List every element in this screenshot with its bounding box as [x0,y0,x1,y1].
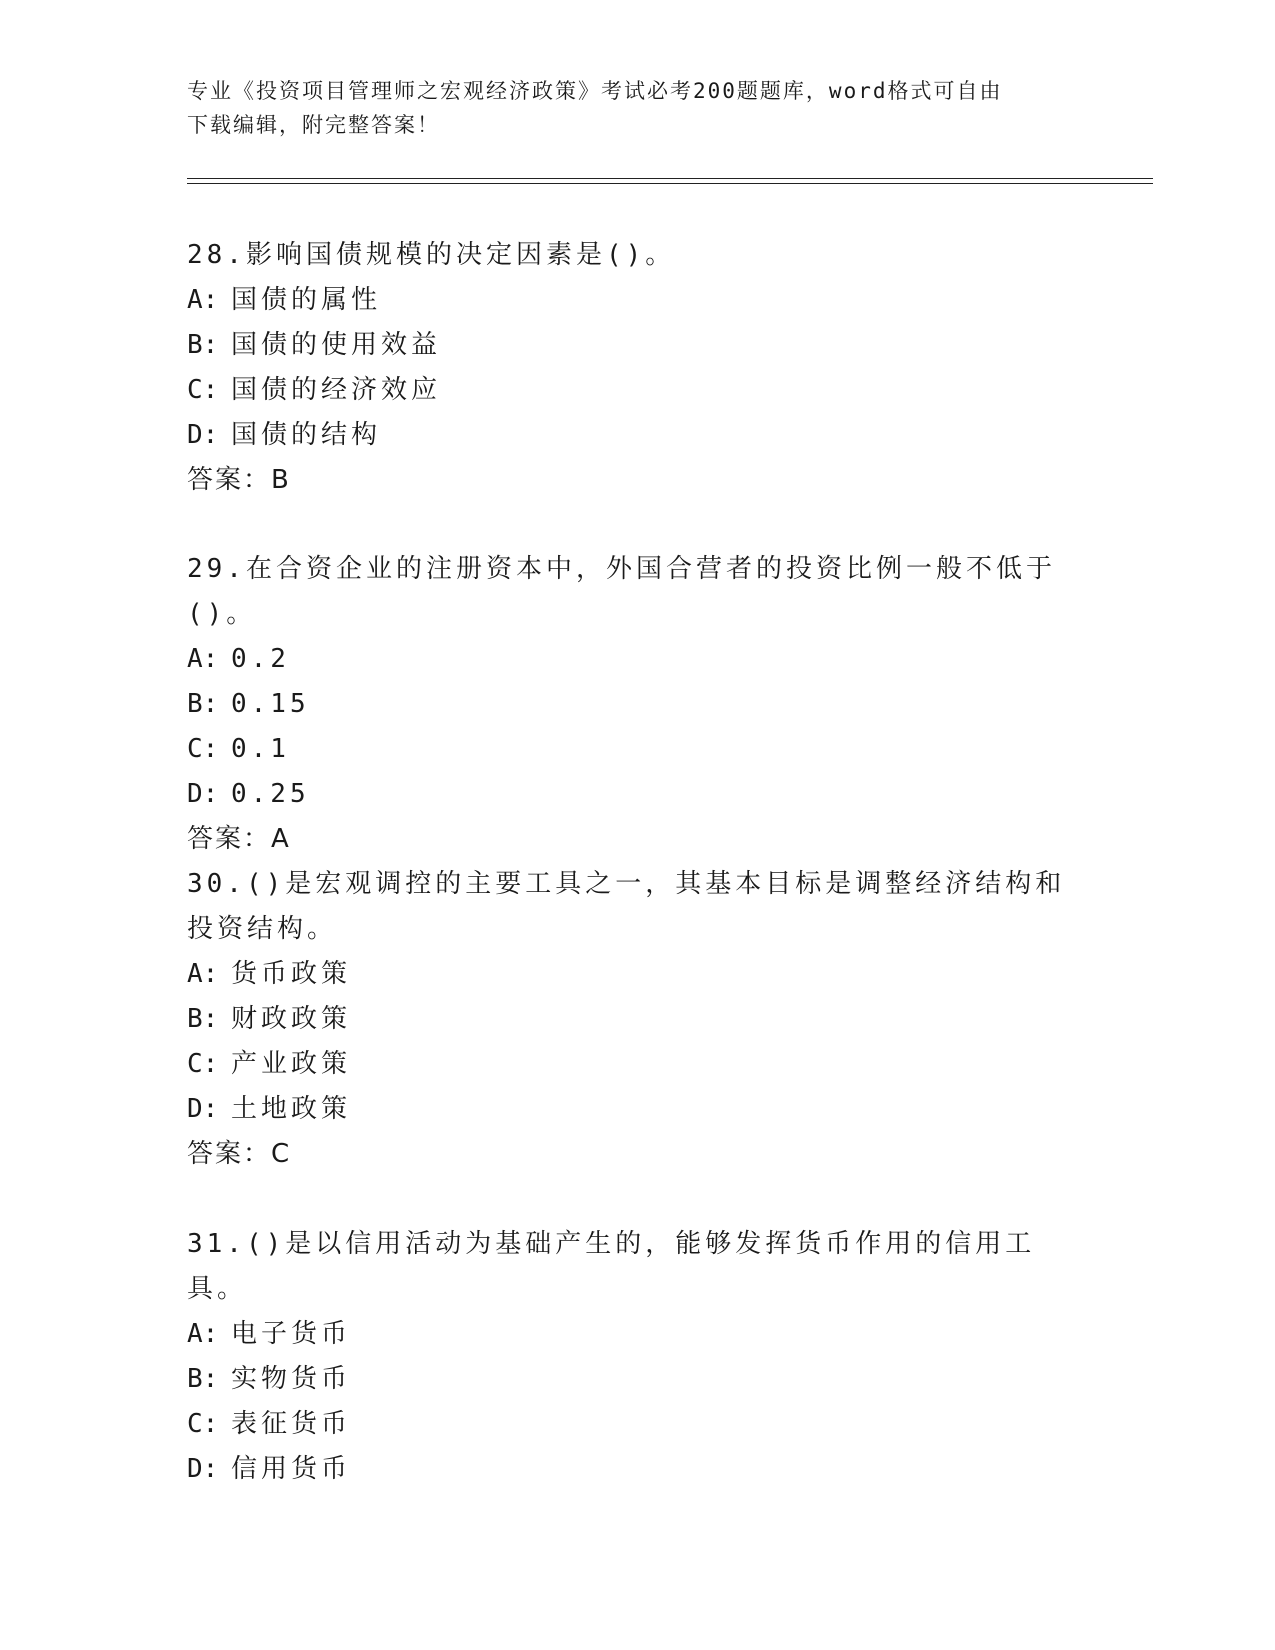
option-text: 实物货币 [231,1364,352,1394]
option-text: 财政政策 [231,1004,352,1034]
question-stem: 31.()是以信用活动为基础产生的，能够发挥货币作用的信用工具。 [187,1229,1036,1304]
option-letter: D: [187,1454,219,1484]
answer-label: 答案：A [187,824,291,854]
option-letter: D: [187,1094,219,1124]
option-text: 国债的属性 [231,285,382,315]
header-intro-line-2: 下载编辑，附完整答案！ [187,113,440,137]
option-letter: C: [187,1049,219,1079]
option-text: 国债的结构 [231,420,382,450]
question-30 [187,862,1067,1177]
option-letter: C: [187,375,219,405]
option-a [187,1312,1087,1357]
option-letter: D: [187,779,219,809]
option-letter: B: [187,1004,219,1034]
option-c [187,1042,1067,1087]
option-b [187,997,1067,1042]
question-stem: 29.在合资企业的注册资本中，外国合营者的投资比例一般不低于()。 [187,554,1056,629]
option-letter: B: [187,689,219,719]
option-c [187,727,1087,772]
option-text: 0.15 [231,689,310,719]
option-a [187,278,1087,323]
question-stem: 30.()是宏观调控的主要工具之一，其基本目标是调整经济结构和投资结构。 [187,869,1066,944]
question-29 [187,547,1087,862]
option-text: 0.25 [231,779,310,809]
header-intro-line-1: 专业《投资项目管理师之宏观经济政策》考试必考200题题库，word格式可自由 [187,79,1003,103]
option-d [187,1087,1067,1132]
option-text: 产业政策 [231,1049,352,1079]
option-text: 0.1 [231,734,290,764]
option-letter: A: [187,959,219,989]
option-text: 0.2 [231,644,290,674]
option-b [187,323,1087,368]
option-a [187,952,1067,997]
answer-label: 答案：B [187,465,291,495]
document-header [187,74,1067,142]
option-letter: B: [187,330,219,360]
option-d [187,1447,1087,1492]
option-b [187,1357,1087,1402]
option-text: 表征货币 [231,1409,352,1439]
option-text: 信用货币 [231,1454,352,1484]
option-text: 电子货币 [231,1319,352,1349]
option-letter: D: [187,420,219,450]
header-divider-bottom [187,183,1153,184]
option-letter: A: [187,285,219,315]
option-c [187,368,1087,413]
option-letter: C: [187,1409,219,1439]
question-stem: 28.影响国债规模的决定因素是()。 [187,240,676,270]
option-d [187,772,1087,817]
option-text: 货币政策 [231,959,352,989]
question-31 [187,1222,1087,1492]
option-letter: A: [187,1319,219,1349]
header-divider-top [187,178,1153,179]
option-c [187,1402,1087,1447]
option-text: 国债的使用效益 [231,330,442,360]
option-text: 国债的经济效应 [231,375,442,405]
option-b [187,682,1087,727]
option-letter: B: [187,1364,219,1394]
answer-label: 答案：C [187,1139,292,1169]
option-letter: C: [187,734,219,764]
question-28 [187,233,1087,503]
option-letter: A: [187,644,219,674]
option-d [187,413,1087,458]
option-a [187,637,1087,682]
option-text: 土地政策 [231,1094,352,1124]
